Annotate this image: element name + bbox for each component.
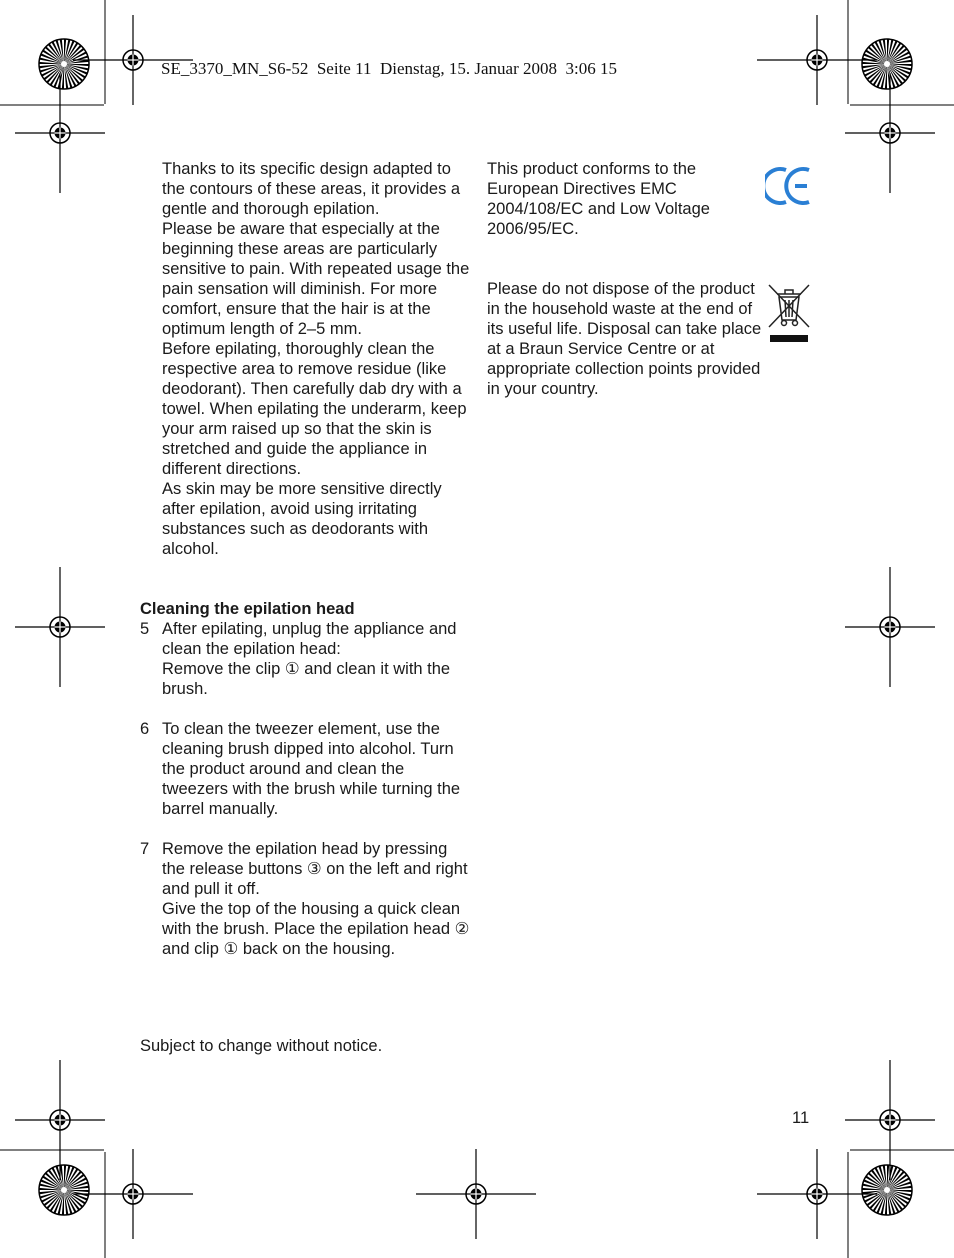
conformity-text: This product conforms to the European Directives EMC 2004/108/EC and Low Voltage 2006/95/EC. — [487, 160, 710, 238]
disposal-text: Please do not dispose of the product in the household waste at the end of its useful life. Disposal can take place at a Braun Service Centre or at appropriate collection points provided in your country. — [487, 280, 762, 398]
step-text: After epilating, unplug the appliance and clean the epilation head: — [162, 620, 457, 658]
left-column — [140, 159, 470, 959]
page-number: 11 — [792, 1109, 810, 1127]
step-text: To clean the tweezer element, use the cleaning brush dipped into alcohol. Turn the product around and clean the tweezers with the brush while turning the barrel manually. — [162, 720, 461, 818]
registration-starburst-icon — [862, 1165, 912, 1215]
step-number: 6 — [140, 720, 150, 738]
right-column — [487, 159, 762, 399]
ce-mark-icon — [765, 164, 815, 208]
intro-paragraph: As skin may be more sensitive directly after epilation, avoid using irritating substances such as deodorants with alcohol. — [162, 480, 442, 558]
crossed-out-wheelie-bin-icon — [766, 283, 812, 345]
step-number: 5 — [140, 620, 150, 638]
intro-paragraph: Before epilating, thoroughly clean the respective area to remove residue (like deodorant). Then carefully dab dry with a towel. When epilating the underarm, keep your arm raised up so that the skin is stretched and guide the appliance in different directions. — [162, 340, 467, 478]
step-number: 7 — [140, 840, 150, 858]
intro-paragraph: Please be aware that especially at the beginning these areas are particularly sensitive to pain. With repeated usage the pain sensation will diminish. For more comfort, ensure that the hair is at the optimum length of 2–5 mm. — [162, 220, 470, 338]
change-notice: Subject to change without notice. — [140, 1037, 383, 1055]
section-heading: Cleaning the epilation head — [140, 600, 355, 618]
intro-text — [140, 159, 470, 559]
step-text: Remove the clip ① and clean it with the brush. — [162, 660, 451, 698]
registration-starburst-icon — [39, 39, 89, 89]
print-slug: SE_3370_MN_S6-52 Seite 11 Dienstag, 15. Januar 2008 3:06 15 — [161, 59, 617, 78]
step-text: Give the top of the housing a quick clean with the brush. Place the epilation head ② and clip ① back on the housing. — [162, 900, 470, 958]
intro-paragraph: Thanks to its specific design adapted to the contours of these areas, it provides a gentle and thorough epilation. — [162, 160, 461, 218]
step-item — [140, 619, 470, 699]
step-text: Remove the epilation head by pressing the release buttons ③ on the left and right and pull it off. — [162, 840, 468, 898]
step-item — [140, 719, 470, 819]
registration-starburst-icon — [39, 1165, 89, 1215]
registration-starburst-icon — [862, 39, 912, 89]
step-item — [140, 839, 470, 959]
